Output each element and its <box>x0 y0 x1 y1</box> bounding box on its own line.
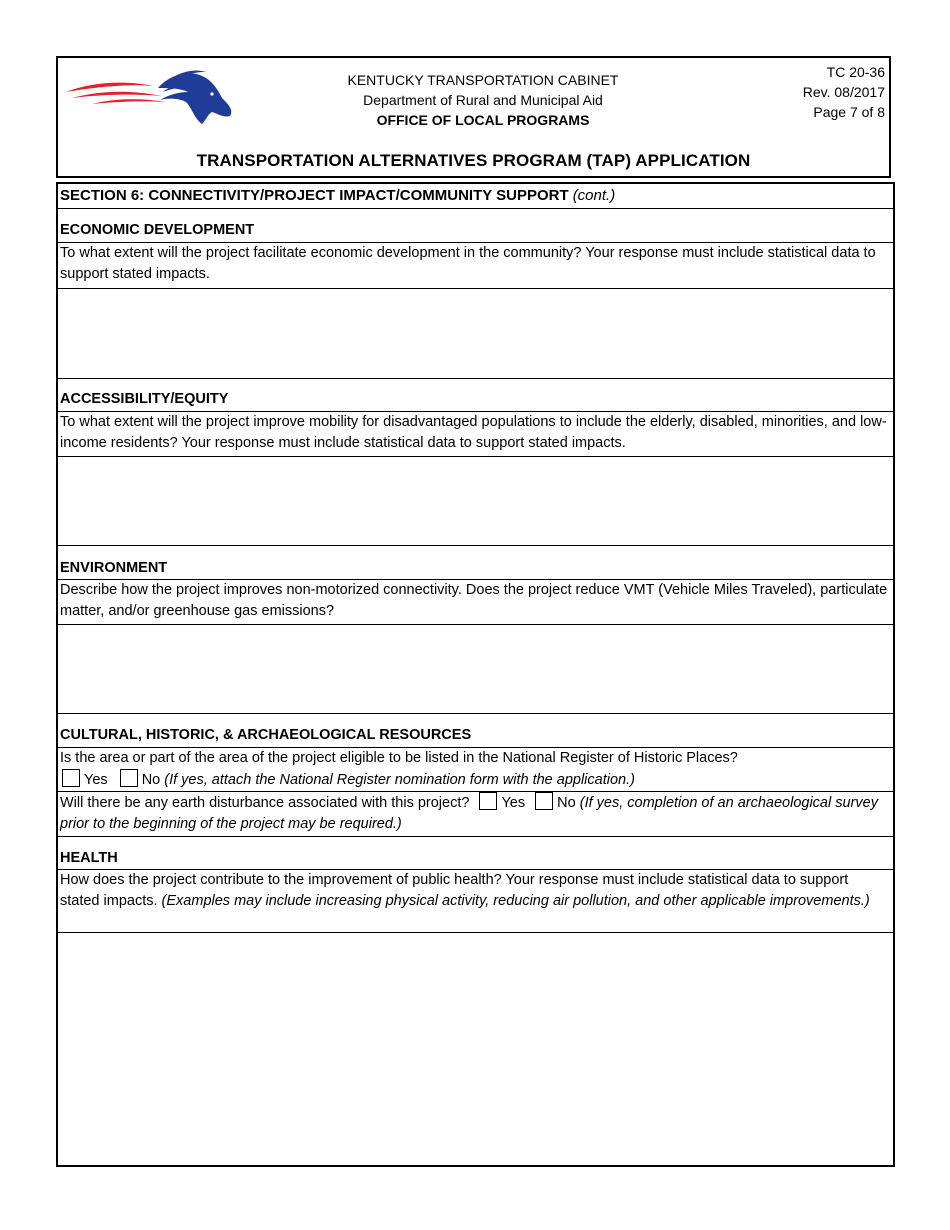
historic-question-text: Is the area or part of the area of the project eligible to be listed in the National Register of Historic Places? <box>60 750 738 766</box>
agency-name: KENTUCKY TRANSPORTATION CABINET <box>347 72 619 88</box>
accessibility-question: To what extent will the project improve mobility for disadvantaged populations to include the elderly, disabled, minorities, and low-income residents? Your response must include statistical data to support stated impacts. <box>58 412 893 457</box>
document-info <box>803 62 885 122</box>
earth-yes-label: Yes <box>501 795 526 811</box>
health-question <box>58 870 893 933</box>
department-name: Department of Rural and Municipal Aid <box>363 92 603 108</box>
health-question-text: How does the project contribute to the improvement of public health? Your response must include statistical data to support stated impacts. <box>60 872 849 909</box>
historic-yes-label: Yes <box>84 772 108 788</box>
earth-note: (If yes, completion of an archaeological survey prior to the beginning of the project may be required.) <box>60 795 878 832</box>
application-title: TRANSPORTATION ALTERNATIVES PROGRAM (TAP) APPLICATION <box>196 151 751 170</box>
environment-question: Describe how the project improves non-motorized connectivity. Does the project reduce VMT (Vehicle Miles Traveled), particulate matter, and/or greenhouse gas emissions? <box>58 580 893 625</box>
economic-response-field[interactable] <box>58 289 893 379</box>
section-heading <box>58 184 893 209</box>
historic-note: (If yes, attach the National Register nomination form with the application.) <box>164 772 635 788</box>
historic-answer-line <box>60 769 891 791</box>
historic-no-label: No <box>141 772 161 788</box>
form-header <box>56 56 891 178</box>
kytc-horse-logo <box>62 68 237 128</box>
application-form <box>56 182 895 1167</box>
environment-response-field[interactable] <box>58 625 893 714</box>
accessibility-response-field[interactable] <box>58 457 893 546</box>
agency-block <box>328 70 638 130</box>
historic-yes-checkbox[interactable] <box>62 769 80 787</box>
health-note: (Examples may include increasing physical activity, reducing air pollution, and other applicable improvements.) <box>161 893 870 909</box>
section-suffix: (cont.) <box>572 187 616 204</box>
section-title: SECTION 6: CONNECTIVITY/PROJECT IMPACT/COMMUNITY SUPPORT <box>60 187 569 204</box>
accessibility-heading: ACCESSIBILITY/EQUITY <box>58 387 893 412</box>
revision-date: Rev. 08/2017 <box>802 84 885 100</box>
form-number: TC 20-36 <box>826 64 885 80</box>
cultural-question-earth <box>58 792 893 837</box>
page-number: Page 7 of 8 <box>813 104 885 120</box>
health-heading: HEALTH <box>58 846 893 870</box>
cultural-heading: CULTURAL, HISTORIC, & ARCHAEOLOGICAL RESOURCES <box>58 723 893 748</box>
earth-question-text: Will there be any earth disturbance associated with this project? <box>60 795 470 811</box>
earth-no-label: No <box>557 795 576 811</box>
environment-heading: ENVIRONMENT <box>58 556 893 580</box>
economic-heading: ECONOMIC DEVELOPMENT <box>58 218 893 243</box>
cultural-question-historic <box>58 748 893 792</box>
earth-no-checkbox[interactable] <box>535 792 553 810</box>
economic-question: To what extent will the project facilitate economic development in the community? Your response must include statistical data to support stated impacts. <box>58 243 893 289</box>
earth-yes-checkbox[interactable] <box>479 792 497 810</box>
historic-no-checkbox[interactable] <box>120 769 138 787</box>
office-name: OFFICE OF LOCAL PROGRAMS <box>376 112 590 128</box>
health-response-field[interactable] <box>58 933 893 1165</box>
